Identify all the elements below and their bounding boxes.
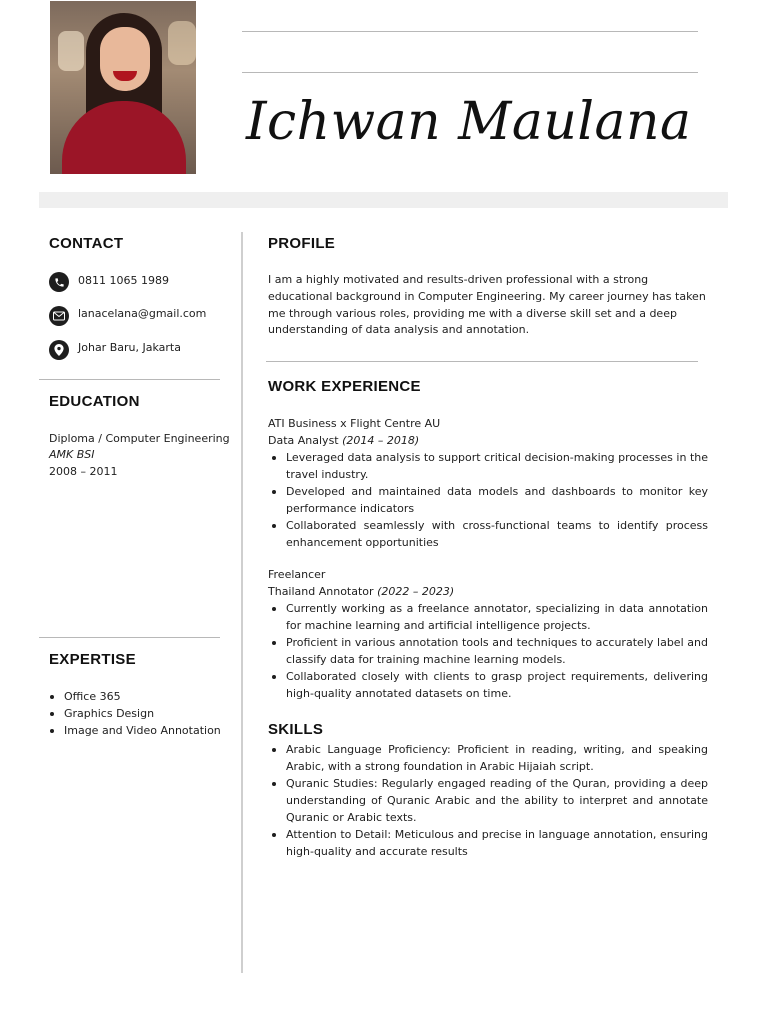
job-1: [268, 415, 708, 551]
expertise-list: [46, 688, 236, 739]
list-item: Arabic Language Proficiency: Proficient in reading, writing, and speaking Arabic, with a strong foundation in Arabic Hijaiah script.: [268, 741, 708, 775]
column-divider: [241, 232, 243, 973]
job-bullets: [268, 600, 708, 702]
work-heading: WORK EXPERIENCE: [268, 378, 421, 395]
job-period: (2022 – 2023): [377, 585, 455, 598]
education-divider: [39, 637, 220, 638]
education-years: 2008 – 2011: [49, 465, 118, 478]
contact-email[interactable]: lanacelana@gmail.com: [78, 307, 207, 320]
job-company: Freelancer: [268, 568, 326, 581]
list-item: Graphics Design: [46, 705, 236, 722]
job-period: (2014 – 2018): [342, 434, 420, 447]
job-role: Data Analyst: [268, 434, 339, 447]
list-item: Quranic Studies: Regularly engaged reading of the Quran, providing a deep understanding of Quranic Arabic and the ability to interpret and annotate Quranic or Arabic texts.: [268, 775, 708, 826]
profile-photo: [50, 1, 196, 174]
list-item: Proficient in various annotation tools and techniques to accurately label and classify data for training machine learning models.: [268, 634, 708, 668]
header-rule-bottom: [242, 72, 698, 73]
expertise-heading: EXPERTISE: [49, 651, 136, 668]
profile-divider: [266, 361, 698, 362]
education-school: AMK BSI: [49, 448, 95, 461]
list-item: Image and Video Annotation: [46, 722, 236, 739]
education-degree: Diploma / Computer Engineering: [49, 432, 230, 445]
contact-phone: 0811 1065 1989: [78, 274, 169, 287]
education-heading: EDUCATION: [49, 393, 140, 410]
list-item: Developed and maintained data models and dashboards to monitor key performance indicators: [268, 483, 708, 517]
contact-heading: CONTACT: [49, 235, 124, 252]
job-company: ATI Business x Flight Centre AU: [268, 417, 441, 430]
list-item: Attention to Detail: Meticulous and precise in language annotation, ensuring high-quality and accurate results: [268, 826, 708, 860]
header-rule-top: [242, 31, 698, 32]
candidate-name: Ichwan Maulana: [246, 92, 692, 152]
job-bullets: [268, 449, 708, 551]
job-2: [268, 566, 708, 702]
contact-divider: [39, 379, 220, 380]
header-band: [39, 192, 728, 208]
profile-heading: PROFILE: [268, 235, 336, 252]
email-icon: [49, 306, 69, 326]
location-icon: [49, 340, 69, 360]
list-item: Leveraged data analysis to support critical decision-making processes in the travel industry.: [268, 449, 708, 483]
list-item: Collaborated seamlessly with cross-functional teams to identify process enhancement opportunities: [268, 517, 708, 551]
skills-heading: SKILLS: [268, 721, 324, 738]
skills-list: [268, 741, 708, 860]
profile-text: I am a highly motivated and results-driven professional with a strong educational background in Computer Engineering. My career journey has taken me through various roles, providing me with a diverse skill set and a deep understanding of data analysis and annotation.: [268, 273, 706, 337]
contact-location: Johar Baru, Jakarta: [78, 341, 181, 354]
list-item: Currently working as a freelance annotator, specializing in data annotation for machine learning and artificial intelligence projects.: [268, 600, 708, 634]
job-role: Thailand Annotator: [268, 585, 374, 598]
list-item: Office 365: [46, 688, 236, 705]
phone-icon: [49, 272, 69, 292]
list-item: Collaborated closely with clients to grasp project requirements, delivering high-quality annotated datasets on time.: [268, 668, 708, 702]
